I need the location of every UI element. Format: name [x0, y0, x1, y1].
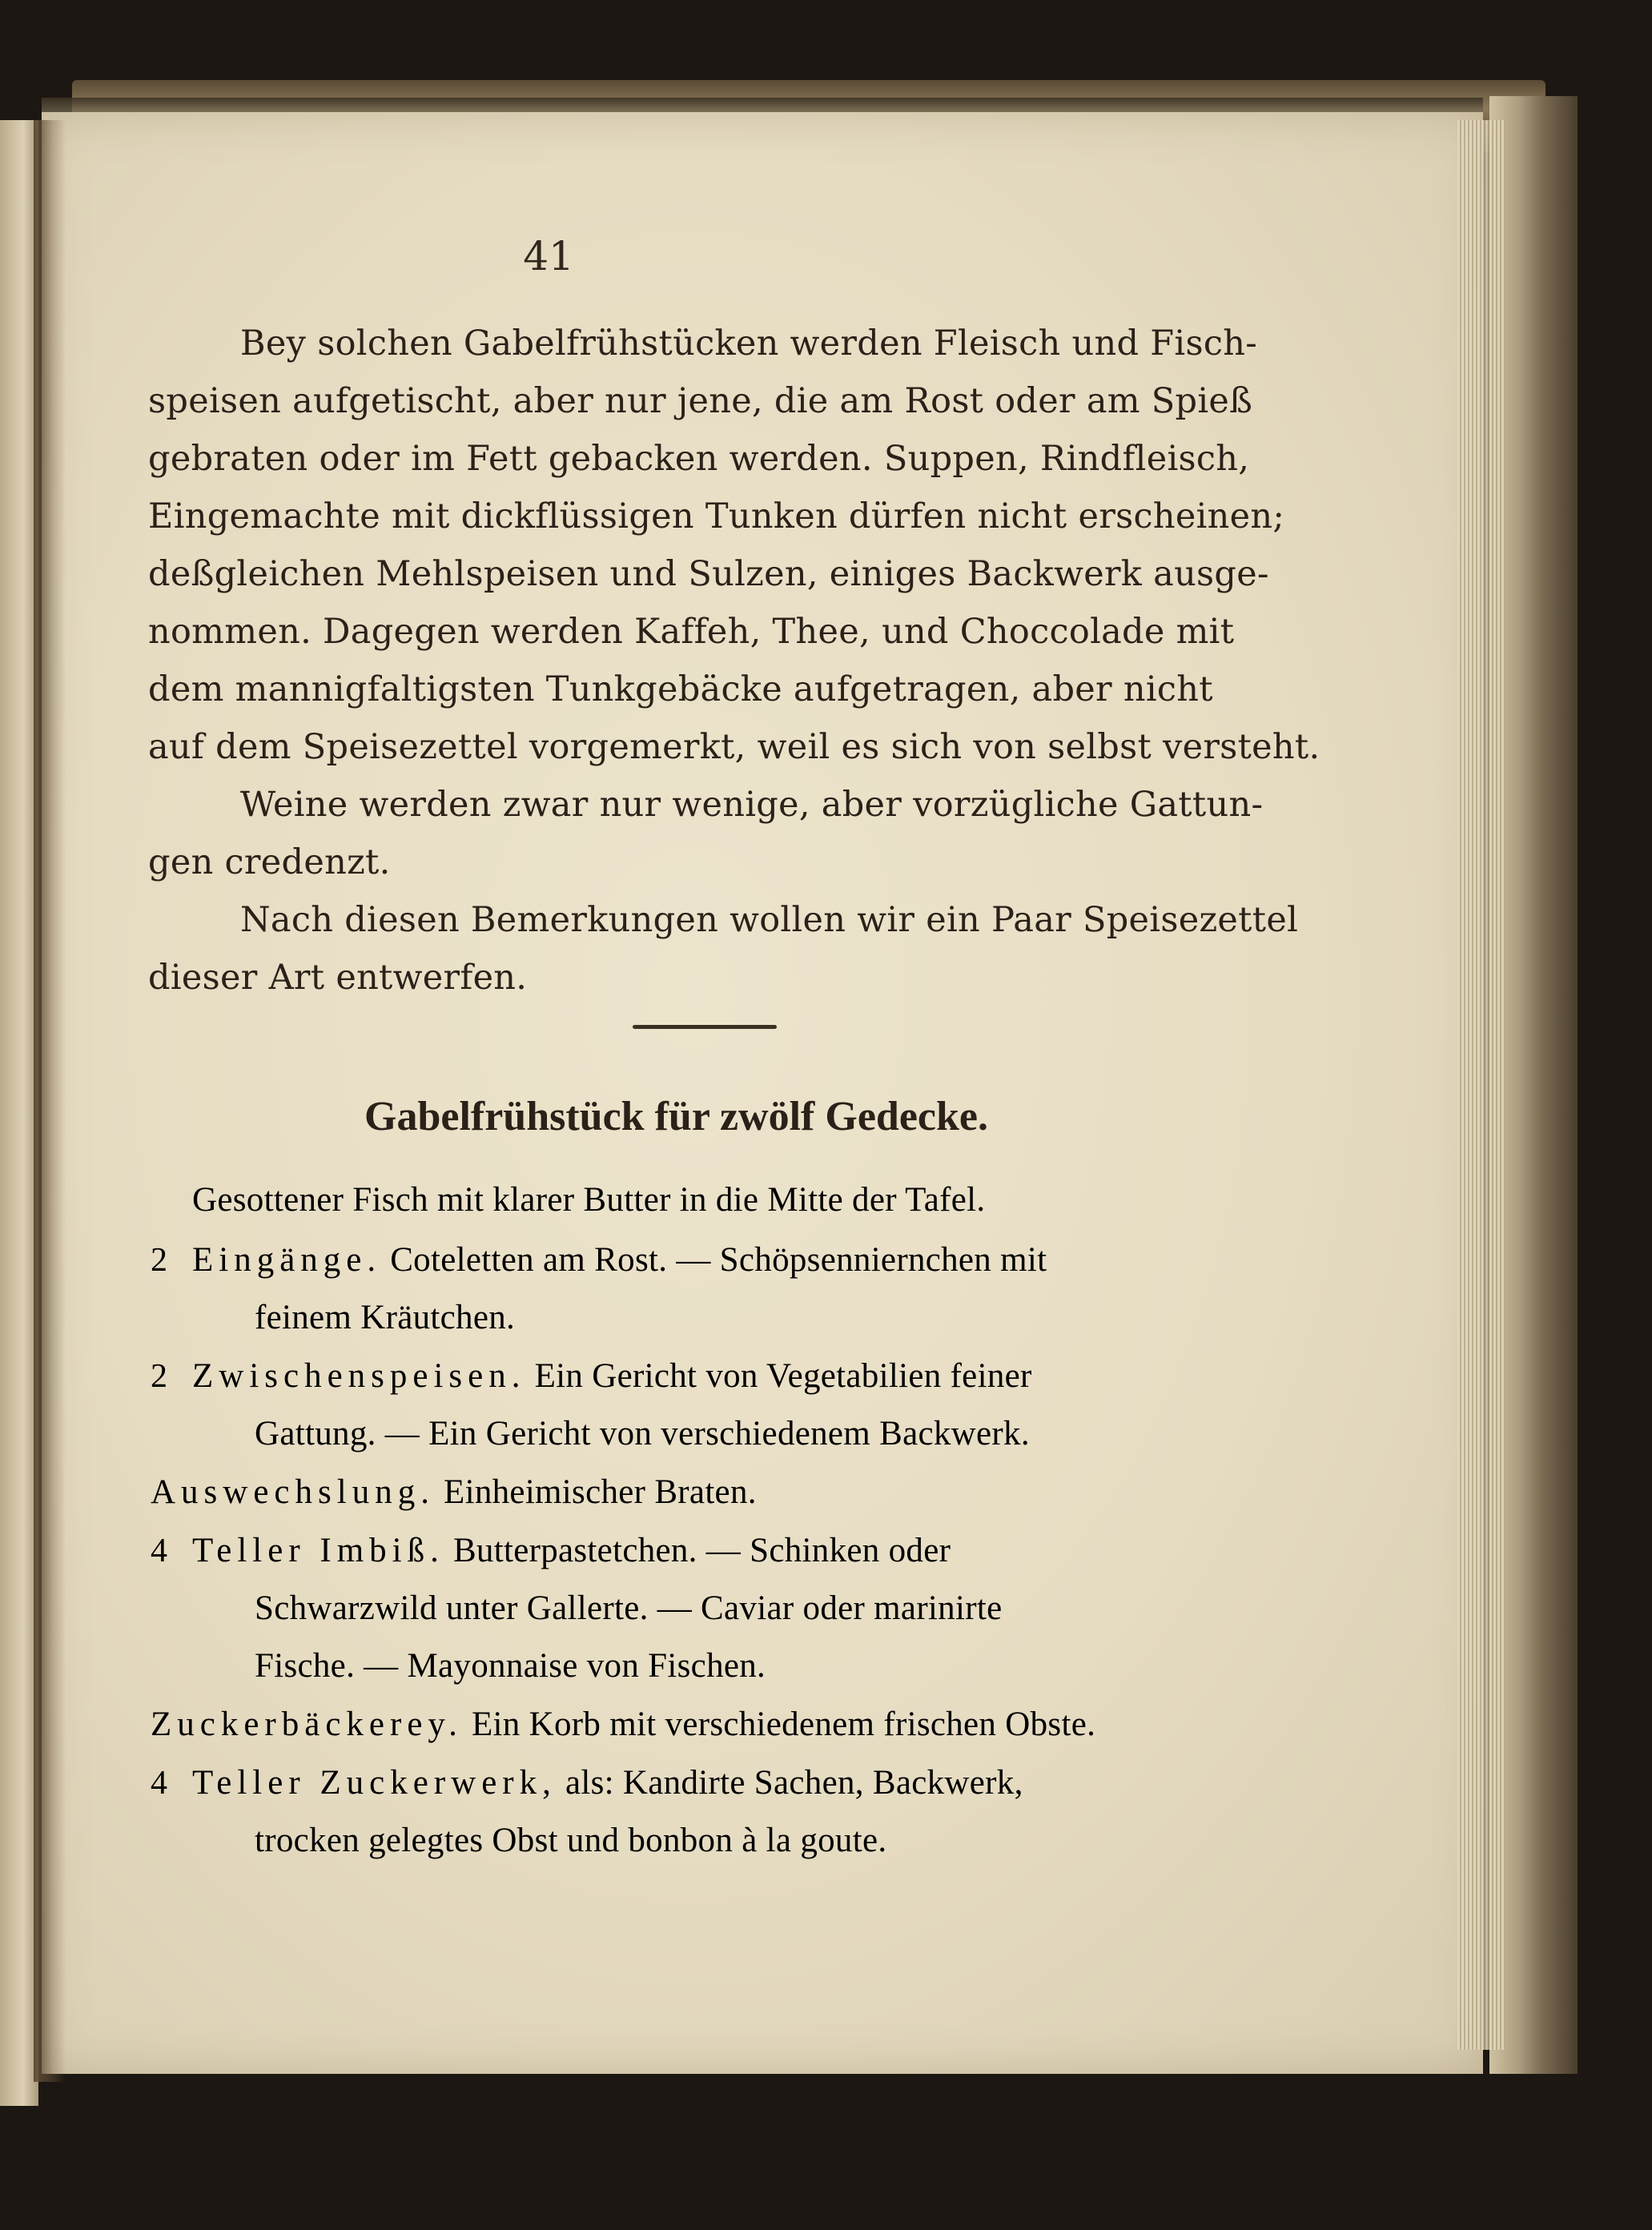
page-number: 41 — [523, 233, 574, 279]
menu-item-cont: trocken gelegtes Obst und bonbon à la goute. — [255, 1822, 887, 1859]
text-line: Bey solchen Gabelfrühstücken werden Fleisch und Fisch- — [240, 323, 1258, 364]
menu-item-text: Einheimischer Braten. — [444, 1473, 757, 1511]
menu-item-cont: Gattung. — Ein Gericht von verschiedenem Backwerk. — [255, 1415, 1030, 1453]
menu-item — [192, 1528, 951, 1574]
gutter-shadow — [34, 120, 66, 2082]
text-line: auf dem Speisezettel vorgemerkt, weil es sich von selbst versteht. — [148, 727, 1320, 767]
menu-item-cont: Schwarzwild unter Gallerte. — Caviar oder marinirte — [255, 1589, 1003, 1627]
text-line: dem mannigfaltigsten Tunkgebäcke aufgetragen, aber nicht — [148, 669, 1213, 709]
menu-item-text: als: Kandirte Sachen, Backwerk, — [565, 1764, 1023, 1802]
text-line: speisen aufgetischt, aber nur jene, die am Rost oder am Spieß — [148, 381, 1253, 421]
menu-item-text: Ein Gericht von Vegetabilien feiner — [534, 1357, 1032, 1395]
menu-item-count: 2 — [151, 1358, 167, 1395]
menu-item-text: Butterpastetchen. — Schinken oder — [452, 1532, 951, 1569]
left-page-edge — [0, 120, 38, 2106]
menu-item — [151, 1469, 757, 1516]
text-line: gen credenzt. — [148, 842, 391, 882]
text-line: deßgleichen Mehlspeisen und Sulzen, einiges Backwerk ausge- — [148, 554, 1269, 594]
menu-item-cont: Fische. — Mayonnaise von Fischen. — [255, 1647, 766, 1685]
menu-heading: Gabelfrühstück für zwölf Gedecke. — [364, 1094, 988, 1139]
text-line: nommen. Dagegen werden Kaffeh, Thee, und Choccolade mit — [148, 612, 1235, 652]
menu-item-text: Coteletten am Rost. — Schöpsenniernchen mit — [390, 1241, 1047, 1279]
menu-item-count: 4 — [151, 1533, 167, 1569]
text-line: Eingemachte mit dickflüssigen Tunken dürfen nicht erscheinen; — [148, 496, 1285, 536]
menu-item — [192, 1237, 1047, 1284]
menu-item-label: Zwischenspeisen. — [192, 1357, 526, 1395]
text-line: dieser Art entwerfen. — [148, 958, 528, 998]
menu-item — [192, 1760, 1023, 1806]
text-line: Nach diesen Bemerkungen wollen wir ein Paar Speisezettel — [240, 900, 1299, 940]
menu-item — [151, 1702, 1095, 1748]
section-divider — [633, 1025, 777, 1029]
menu-item-count: 4 — [151, 1765, 167, 1802]
menu-item-count: 2 — [151, 1242, 167, 1279]
menu-item-label: Teller Imbiß. — [192, 1532, 444, 1569]
menu-item-label: Auswechslung. — [151, 1473, 435, 1511]
menu-intro: Gesottener Fisch mit klarer Butter in die Mitte der Tafel. — [192, 1181, 986, 1219]
menu-item-label: Zuckerbäckerey. — [151, 1706, 463, 1743]
text-line: gebraten oder im Fett gebacken werden. Suppen, Rindfleisch, — [148, 439, 1250, 479]
menu-item — [192, 1353, 1032, 1400]
menu-item-text: Ein Korb mit verschiedenem frischen Obste. — [471, 1706, 1096, 1743]
menu-item-label: Teller Zuckerwerk, — [192, 1764, 557, 1802]
menu-item-cont: feinem Kräutchen. — [255, 1299, 516, 1336]
page-stack — [1457, 120, 1505, 2050]
menu-item-label: Eingänge. — [192, 1241, 382, 1279]
text-line: Weine werden zwar nur wenige, aber vorzügliche Gattun- — [240, 785, 1264, 825]
